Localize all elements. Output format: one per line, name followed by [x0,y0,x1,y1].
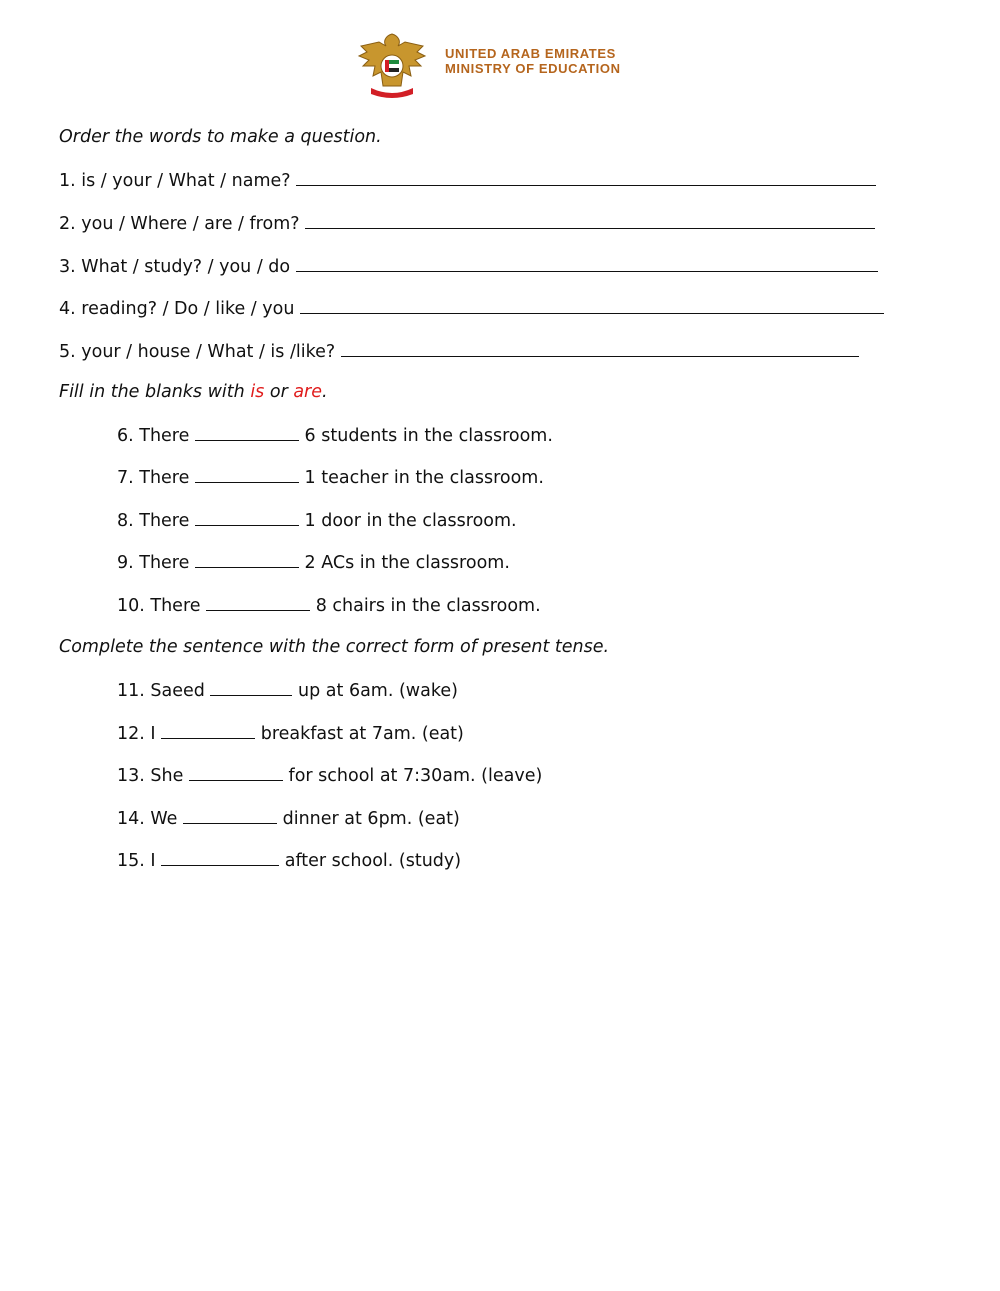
answer-line-4[interactable] [300,296,884,314]
fill-item-10 [117,593,541,617]
tense-item-14 [117,806,460,830]
ministry-header [357,32,657,102]
section-2-instruction [59,381,328,403]
blank-8[interactable] [195,508,299,526]
fill-item-9-after: 2 ACs in the classroom. [304,553,510,573]
tense-item-12 [117,721,464,745]
ministry-line-1: UNITED ARAB EMIRATES [445,46,616,61]
tense-item-15-after: after school. (study) [284,851,462,871]
fill-item-10-before: 10. There [117,596,201,616]
fill-item-8-after: 1 door in the classroom. [304,511,517,531]
tense-item-11-before: 11. Saeed [117,681,205,701]
blank-7[interactable] [195,465,299,483]
fill-item-9-before: 9. There [117,553,190,573]
question-1-prompt: 1. is / your / What / name? [59,171,291,191]
question-4-prompt: 4. reading? / Do / like / you [59,299,295,319]
fill-item-10-after: 8 chairs in the classroom. [315,596,541,616]
word-is: is [250,382,265,402]
section-3-instruction: Complete the sentence with the correct form of present tense. [59,637,610,657]
fill-item-7-after: 1 teacher in the classroom. [304,468,544,488]
blank-14[interactable] [183,806,277,824]
fill-item-9 [117,550,510,574]
blank-10[interactable] [206,593,310,611]
blank-12[interactable] [161,721,255,739]
ministry-line-2: MINISTRY OF EDUCATION [445,61,621,76]
question-5 [59,339,859,363]
tense-item-15-before: 15. I [117,851,156,871]
tense-item-11-after: up at 6am. (wake) [298,681,458,701]
fill-item-6 [117,423,553,447]
question-2 [59,211,875,235]
answer-line-5[interactable] [341,339,859,357]
section-2-instruction-start: Fill in the blanks with [59,382,251,402]
tense-item-12-before: 12. I [117,724,156,744]
tense-item-13-after: for school at 7:30am. (leave) [288,766,543,786]
blank-13[interactable] [189,763,283,781]
answer-line-2[interactable] [305,211,875,229]
fill-item-8-before: 8. There [117,511,190,531]
tense-item-13 [117,763,542,787]
question-3 [59,254,878,278]
ministry-name [445,46,621,76]
question-3-prompt: 3. What / study? / you / do [59,257,291,277]
tense-item-14-after: dinner at 6pm. (eat) [282,809,460,829]
fill-item-7 [117,465,544,489]
word-are: are [293,382,323,402]
tense-item-14-before: 14. We [117,809,178,829]
question-2-prompt: 2. you / Where / are / from? [59,214,300,234]
uae-emblem-icon [357,32,427,100]
answer-line-1[interactable] [296,168,876,186]
fill-item-7-before: 7. There [117,468,190,488]
tense-item-12-after: breakfast at 7am. (eat) [260,724,464,744]
blank-15[interactable] [161,848,279,866]
section-2-instruction-end: . [322,382,328,402]
section-1-instruction: Order the words to make a question. [59,127,382,147]
tense-item-15 [117,848,461,872]
blank-11[interactable] [210,678,292,696]
question-5-prompt: 5. your / house / What / is /like? [59,342,336,362]
word-or: or [264,382,294,402]
answer-line-3[interactable] [296,254,878,272]
blank-9[interactable] [195,550,299,568]
tense-item-13-before: 13. She [117,766,184,786]
fill-item-8 [117,508,517,532]
blank-6[interactable] [195,423,299,441]
question-1 [59,168,876,192]
tense-item-11 [117,678,458,702]
fill-item-6-after: 6 students in the classroom. [304,426,553,446]
question-4 [59,296,884,320]
fill-item-6-before: 6. There [117,426,190,446]
